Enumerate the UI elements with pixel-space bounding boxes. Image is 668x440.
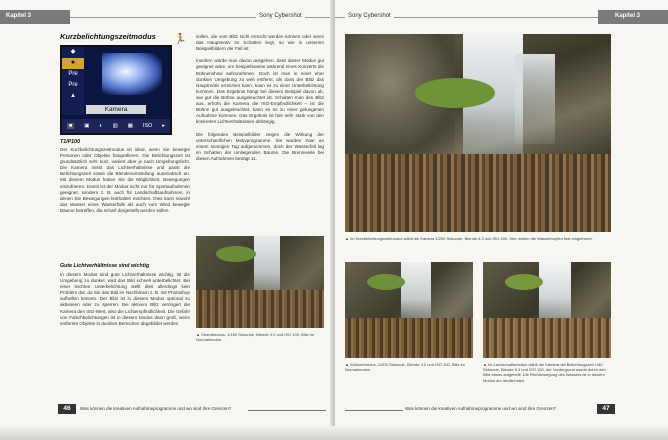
header-brand-left: Sony Cybershot: [256, 13, 305, 19]
camera-bar-item: ▥: [112, 123, 118, 129]
photo-kurzbelichtung: [345, 34, 611, 232]
camera-preview-glow: [102, 53, 162, 95]
subhead-light: Gute Lichtverhältnisse sind wichtig: [60, 263, 150, 269]
camera-bar-item: ▸: [162, 123, 165, 129]
camera-bottom-bar: [62, 119, 170, 133]
camera-mode-label: Kamera: [86, 105, 146, 114]
camera-mode-menu: [62, 47, 84, 115]
photo-caption-schnee: ▲ Schneemodus, 1/200 Sekunde, Blende 4.0 und ISO 100, Blitz im Normalmodus.: [345, 362, 465, 373]
paragraph-light: In diesem Modus sind gute Lichtverhältnisse wichtig. Ist die Umgebung zu dunkel, wird das Bild schnell unterbelichtet. Bei einer leichten Unterbelichtung stellt dies allerdings kein Problem dar, da Sie das Bild im Nachhinein z. B. mit Photoshop aufhellen können. Der Blitz ist in diesem Modus optional zu aktivieren oder zu sperren. Bei aktivem Blitz verringert die Kamera den ISO-Wert, also die Lichtempfindlichkeit. Die Gefahr von Falschbelichtungen ist in diesem Modus dann groß, wenn entfernte Objekte in dunklen Bereichen abgebildet werden: [60, 272, 190, 326]
footer-text-left: Was können die kreativen Aufnahmeprogramme und wo sind ihre Grenzen?: [80, 406, 232, 411]
header-chapter-left: Kapitel 3: [6, 13, 32, 19]
paragraph-intro: Der Kurzbelichtungszeitmodus ist ideal, wenn Sie bewegte Personen oder Objekte fotografieren. Die Belichtungszeit ist grundsätzlich sehr kurz, variiert aber je nach Umgebungslicht. Die Kamera misst das Lichtverhältnisse und passt die Belichtungszeit sowie die Blendeneinstellung automatisch an. Mit diesem Modus haben Sie die Möglichkeit, Bewegungen einzufrieren. Damit ist der Modus nicht nur für Sportaufnahmen geeignet, sondern z. B. auch für Landschaftsaufnahmen, in denen Sie Bewegungen festhalten möchten. Dies kann sowohl das Wasser eines Wasserfalls als auch vom Wind bewegte Bäume betreffen, die scharf dargestellt werden sollen.: [60, 147, 190, 213]
running-person-icon: 🏃: [174, 34, 187, 45]
footer-rule-left: [248, 410, 326, 411]
section-title: Kurzbelichtungszeitmodus: [60, 32, 156, 41]
footer-rule-right: [345, 410, 403, 411]
model-label: T1/P100: [60, 139, 81, 145]
right-page: [335, 0, 668, 440]
camera-screen: [60, 45, 172, 135]
left-page: [0, 0, 333, 440]
camera-bar-item: ■: [68, 123, 73, 129]
photo-landschaftsmodus: [483, 262, 611, 358]
header-brand-right: Sony Cybershot: [345, 13, 394, 19]
camera-bar-item: ▦: [127, 123, 133, 129]
camera-bar-item: ISO: [142, 123, 153, 129]
page-number-right: 47: [597, 404, 615, 414]
column-two-text: sollen, die vom Blitz nicht erreicht werden können oder wenn das Hauptmotiv im Schatten liegt, so wie in unserem Beispielbildern der Fall ist. Insofern würde man davon ausgehen, dass dieser Modus gut geeignet wäre, um beispielsweise während eines Konzerts die Bühnenshow aufzunehmen. Doch ist man in einer eher dunklen Umgebung zu weit entfernt, als dass der Blitz das Hauptmotiv erreichen kann, kann es zu einer Unterbelichtung kommen. Das Ergebnis hängt bei diesem Beispiel davon ab, wie gut die Bühne ausgeleuchtet ist. Schalten man den Blitz aus, erhöht die Kamera die ISO-Empfindlichkeit – ist die Bühne gut ausgeleuchtet, kann es so zu einer gelungenen Aufnahme kommen. Das Ergebnis ist hier sehr stark von den konkreten Lichtverhältnissen abhängig. Die folgenden Beispielbilder zeigen die Wirkung der unterschiedlichen Motivprogramme. Sie wurden zwar an einem sonnigen Tag aufgenommen, doch der Wasserfall lag im Schatten der umliegenden Bäume. Die Brennweite bei diesen Aufnahmen beträgt 11.: [196, 34, 324, 161]
mode-icon-3: Pre: [68, 71, 78, 77]
header-chapter-right: Kapitel 3: [615, 13, 641, 19]
book-bottom-shadow: [0, 426, 668, 440]
camera-bar-item: ▣: [84, 123, 90, 129]
page-number-left: 46: [58, 404, 76, 414]
photo-caption-main: ▲ Im Kurzbelichtungszeitmodus wählt die Kamera 1/250 Sekunde, Blende 6.3 und ISO 200. Hier wirken die Wassertropfen fast eingefroren.: [345, 236, 593, 241]
mode-icon-1: ◆: [70, 49, 76, 55]
footer-text-right: Was können die kreativen Aufnahmeprogramme und wo sind ihre Grenzen?: [405, 406, 557, 411]
photo-caption-strand: ▲ Strandmodus, 1/160 Sekunde, Blende 4.0 und ISO 100, Blitz im Normalmodus.: [196, 332, 315, 343]
photo-schneemodus: [345, 262, 473, 358]
photo-strandmodus: [196, 236, 324, 328]
photo-caption-landschaft: ▲ Im Landschaftsmodus wählt die Kamera die Belichtungszeit 1/80 Sekunde, Blende 6.3 und ISO 100, der Vordergrund wurde durch den Blitz etwas aufgehellt. Die Fließbewegung des Wassers ist in diesem Modus am deutlichsten.: [483, 362, 606, 383]
mode-icon-4: Pre: [68, 82, 78, 88]
mode-icon-5: ▲: [70, 93, 76, 99]
camera-bar-item: ◐: [99, 123, 103, 129]
mode-icon-running: ★: [62, 58, 84, 69]
